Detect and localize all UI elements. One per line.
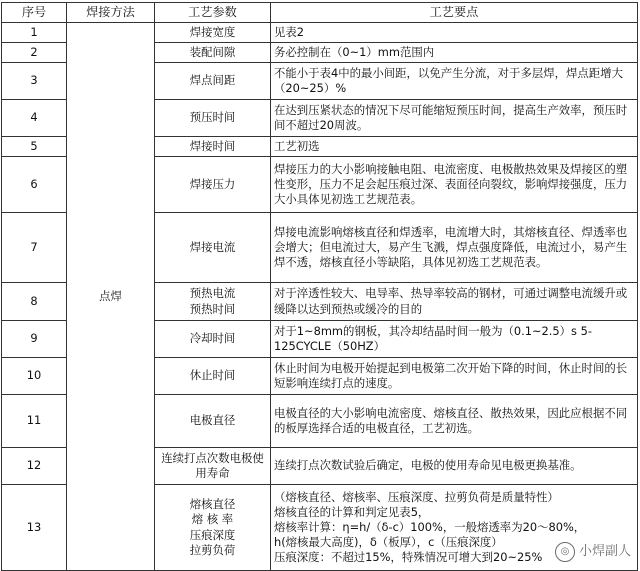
row-param: 预压时间 <box>155 100 271 137</box>
row-no: 9 <box>2 321 67 358</box>
row-point-text: （熔核直径、熔核率、压痕深度、拉剪负荷是质量特性） 熔核直径的计算和判定见表5， 熔核率计算：η=h/（δ-c）100%，一般熔透率为20～80%， h(熔核最大高度)，δ（板厚），c（压痕深度） 压痕深度：不超过15%，特殊情况可增大到20~25% <box>274 489 586 565</box>
row-point <box>271 485 638 571</box>
row-no: 13 <box>2 485 67 571</box>
process-table <box>1 2 638 571</box>
row-param: 焊接压力 <box>155 157 271 213</box>
row-point: 休止时间为电极开始提起到电极第二次开始下降的时间，休止时间的长短影响连续打点的速度。 <box>271 358 638 395</box>
row-param: 焊接电流 <box>155 213 271 283</box>
row-param: 休止时间 <box>155 358 271 395</box>
row-no: 10 <box>2 358 67 395</box>
header-no: 序号 <box>2 3 67 23</box>
row-no: 2 <box>2 43 67 63</box>
method-cell: 点焊 <box>67 23 155 571</box>
row-param: 连续打点次数电极使用寿命 <box>155 448 271 485</box>
row-point: 务必控制在（0~1）mm范围内 <box>271 43 638 63</box>
row-point: 见表2 <box>271 23 638 43</box>
row-point: 电极直径的大小影响电流密度、熔核直径、散热效果，因此应根据不同的板厚选择合适的电极直径，工艺初选。 <box>271 395 638 448</box>
row-no: 5 <box>2 137 67 157</box>
row-point: 对于淬透性较大、电导率、热导率较高的钢材，可通过调整电流缓升或缓降以达到预热或缓冷的目的 <box>271 283 638 321</box>
row-no: 11 <box>2 395 67 448</box>
row-no: 4 <box>2 100 67 137</box>
table-row <box>2 23 638 43</box>
row-no: 1 <box>2 23 67 43</box>
row-point: 不能小于表4中的最小间距，以免产生分流，对于多层焊，焊点距增大（20~25）% <box>271 63 638 100</box>
row-point: 焊接电流影响熔核直径和焊透率，电流增大时，其熔核直径、焊透率也会增大；但电流过大，易产生飞溅，焊点强度降低，电流过小，易产生焊不透，熔核直径小等缺陷，具体见初选工艺规范表。 <box>271 213 638 283</box>
header-method: 焊接方法 <box>67 3 155 23</box>
row-param: 电极直径 <box>155 395 271 448</box>
row-point: 工艺初选 <box>271 137 638 157</box>
row-param: 装配间隙 <box>155 43 271 63</box>
row-param: 熔核直径 熔 核 率 压痕深度 拉剪负荷 <box>155 485 271 571</box>
row-no: 6 <box>2 157 67 213</box>
watermark-text: 小焊副人 <box>578 544 631 560</box>
row-no: 7 <box>2 213 67 283</box>
row-param: 冷却时间 <box>155 321 271 358</box>
row-point: 焊接压力的大小影响接触电阻、电流密度、电极散热效果及焊接区的塑性变形，压力不足会起压痕过深、表面径向裂纹，影响焊接强度，压力大小具体见初选工艺规范表。 <box>271 157 638 213</box>
header-point: 工艺要点 <box>271 3 638 23</box>
row-no: 8 <box>2 283 67 321</box>
row-param: 焊接宽度 <box>155 23 271 43</box>
row-param: 预热电流 预热时间 <box>155 283 271 321</box>
row-param: 焊接时间 <box>155 137 271 157</box>
row-param: 焊点间距 <box>155 63 271 100</box>
row-no: 12 <box>2 448 67 485</box>
watermark-logo-icon: ◎ <box>555 542 575 562</box>
row-no: 3 <box>2 63 67 100</box>
row-point: 对于1~8mm的钢板，其冷却结晶时间一般为（0.1~2.5）s 5-125CYCLE（50HZ） <box>271 321 638 358</box>
header-param: 工艺参数 <box>155 3 271 23</box>
row-point: 在达到压紧状态的情况下尽可能缩短预压时间，提高生产效率，预压时间不超过20周波。 <box>271 100 638 137</box>
watermark <box>555 542 631 562</box>
row-point: 连续打点次数试验后确定，电极的使用寿命见电极更换基准。 <box>271 448 638 485</box>
table-header-row <box>2 3 638 23</box>
